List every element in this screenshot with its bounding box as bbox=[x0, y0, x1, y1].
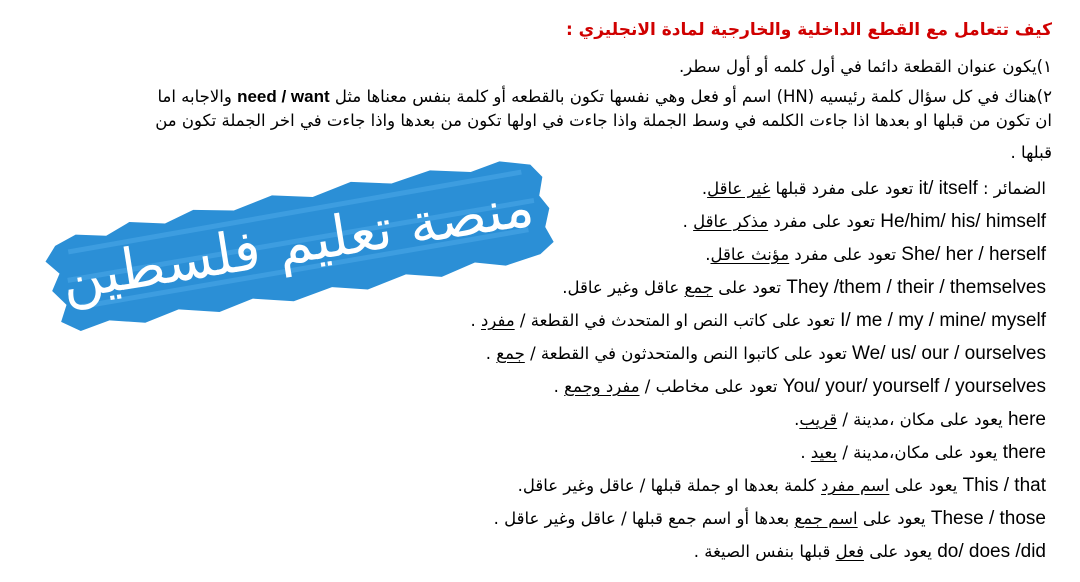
pronoun-tail: . bbox=[553, 377, 559, 396]
pronoun-description: يعود على مكان ،مدينة / bbox=[842, 410, 1003, 429]
pronoun-tail: . bbox=[794, 410, 800, 429]
pronoun-tail: . bbox=[470, 311, 476, 330]
pronoun-row-these-those bbox=[36, 504, 1046, 534]
pronoun-tail: . bbox=[701, 179, 708, 198]
pronoun-english: there bbox=[1002, 442, 1046, 463]
pronoun-description: تعود على كاتب النص او المتحدث في القطعة / bbox=[519, 311, 835, 330]
pronoun-english: These / those bbox=[930, 508, 1046, 529]
pronoun-key-term: فعل bbox=[835, 542, 864, 561]
pronoun-key-term: غير عاقل bbox=[707, 179, 771, 198]
pronoun-key-term: مفرد وجمع bbox=[564, 377, 640, 396]
watermark-text: منصة تعليم فلسطين bbox=[56, 174, 539, 313]
pronoun-english: here bbox=[1007, 409, 1046, 430]
pronoun-description: يعود على bbox=[869, 542, 932, 561]
pronoun-english: He/him/ his/ himself bbox=[880, 211, 1046, 232]
pronoun-row-do bbox=[36, 537, 1046, 567]
pronoun-english: She/ her / herself bbox=[901, 244, 1046, 265]
pronoun-description: تعود على مفرد bbox=[773, 212, 875, 231]
pronoun-key-term: قريب bbox=[799, 410, 838, 429]
pronoun-description: يعود على bbox=[862, 509, 926, 528]
rule-2-example: need / want bbox=[237, 87, 330, 106]
pronoun-tail: . bbox=[682, 212, 688, 231]
pronoun-description: يعود على مكان،مدينة / bbox=[842, 443, 998, 462]
pronoun-key-term: بعيد bbox=[810, 443, 838, 462]
document-title: كيف تتعامل مع القطع الداخلية والخارجية لمادة الانجليزي : bbox=[565, 20, 1052, 40]
rule-2-line-2: ان تكون من قبلها او بعدها اذا جاءت الكلمه في وسط الجملة واذا جاءت في اولها تكون من بعدها واذا جاءت في اخر الجملة تكون من bbox=[155, 111, 1052, 130]
pronoun-tail: . bbox=[485, 344, 492, 363]
pronoun-english: do/ does /did bbox=[937, 541, 1046, 562]
pronoun-tail: بعدها أو اسم جمع قبلها / عاقل وغير عاقل . bbox=[493, 509, 790, 528]
rule-2-text-b: والاجابه اما bbox=[157, 87, 232, 106]
pronoun-english: You/ your/ yourself / yourselves bbox=[782, 376, 1046, 397]
pronoun-tail: كلمة بعدها او جملة قبلها / عاقل وغير عاقل. bbox=[517, 476, 816, 495]
pronoun-description: تعود على كاتبوا النص والمتحدثون في القطعة / bbox=[530, 344, 847, 363]
rule-1: ١)يكون عنوان القطعة دائما في أول كلمه أو أول سطر. bbox=[679, 57, 1052, 76]
pronoun-tail: عاقل وغير عاقل. bbox=[562, 278, 680, 297]
pronoun-key-term: اسم مفرد bbox=[821, 476, 890, 495]
rule-2-line-1 bbox=[22, 85, 1052, 109]
pronoun-english: We/ us/ our / ourselves bbox=[852, 343, 1046, 364]
pronoun-english: I/ me / my / mine/ myself bbox=[840, 310, 1046, 331]
pronoun-tail: . bbox=[705, 245, 711, 264]
pronoun-row-you bbox=[36, 372, 1046, 402]
pronoun-row-here bbox=[36, 405, 1046, 435]
pronoun-description: يعود على bbox=[894, 476, 958, 495]
pronoun-key-term: مذكر عاقل bbox=[693, 212, 769, 231]
rule-2-text-a: ٢)هناك في كل سؤال كلمة رئيسيه (HN) اسم أو فعل وهي نفسها تكون بالقطعه أو كلمة بنفس معناها مثل bbox=[334, 87, 1052, 106]
pronoun-row-this-that bbox=[36, 471, 1046, 501]
pronoun-english: This / that bbox=[962, 475, 1046, 496]
pronoun-key-term: مفرد bbox=[481, 311, 515, 330]
pronoun-description: تعود على مفرد قبلها bbox=[775, 179, 914, 198]
pronoun-key-term: مؤنث عاقل bbox=[710, 245, 790, 264]
pronoun-description: تعود على bbox=[718, 278, 781, 297]
pronoun-key-term: جمع bbox=[496, 344, 525, 363]
pronoun-list-label: الضمائر : bbox=[983, 179, 1046, 198]
pronoun-english: They /them / their / themselves bbox=[786, 277, 1046, 298]
pronoun-description: تعود على مخاطب / bbox=[644, 377, 778, 396]
pronoun-key-term: جمع bbox=[684, 278, 713, 297]
pronoun-tail: قبلها بنفس الصيغة . bbox=[693, 542, 831, 561]
pronoun-tail: . bbox=[800, 443, 806, 462]
pronoun-english: it/ itself bbox=[918, 178, 978, 199]
pronoun-key-term: اسم جمع bbox=[794, 509, 858, 528]
pronoun-row-there bbox=[36, 438, 1046, 468]
pronoun-description: تعود على مفرد bbox=[794, 245, 897, 264]
pronoun-row-we bbox=[36, 339, 1046, 369]
rule-2-line-3: قبلها . bbox=[1010, 143, 1052, 162]
